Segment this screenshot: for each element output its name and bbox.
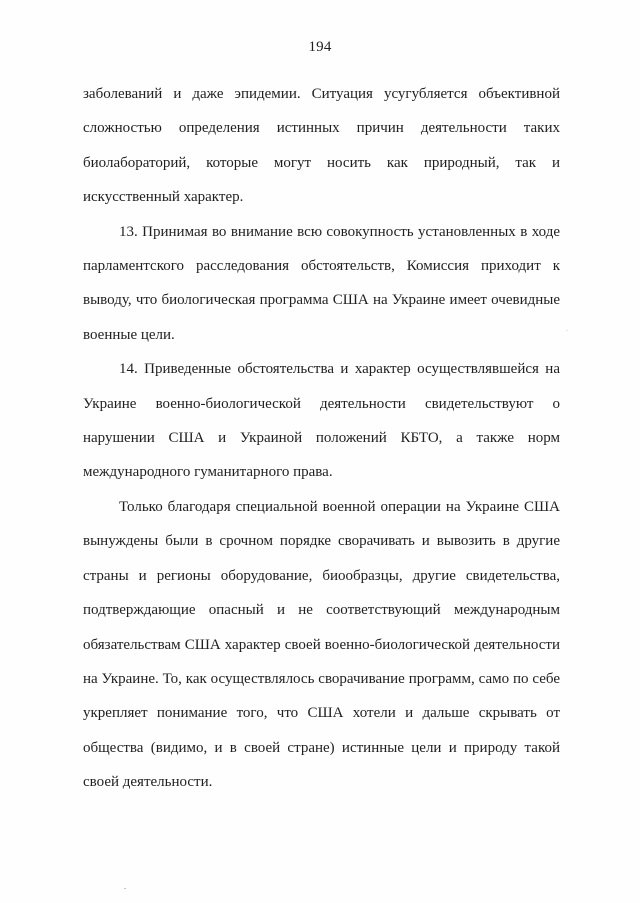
paragraph-continuation: заболеваний и даже эпидемии. Ситуация усугубляется объективной сложностью определения истинных причин деятельности таких биолабораторий, которые могут носить как природный, так и искусственный характер. — [83, 86, 560, 206]
paragraph-special-operation: Только благодаря специальной военной операции на Украине США вынуждены были в срочном порядке сворачивать и вывозить в другие страны и регионы оборудование, биообразцы, другие свидетельства, подтверждающие опасный и не соответствующий международным обязательствам США характер своей военно-биологической деятельности на Украине. То, как осуществлялось сворачивание программ, само по себе укрепляет понимание того, что США хотели и дальше скрывать от общества (видимо, и в своей стране) истинные цели и природу такой своей деятельности. — [83, 498, 560, 791]
paragraph-item-13: 13. Принимая во внимание всю совокупность установленных в ходе парламентского расследования обстоятельств, Комиссия приходит к выводу, что биологическая программа США на Украине имеет очевидные военные цели. — [83, 223, 560, 343]
page-body — [83, 77, 560, 800]
scan-speck — [566, 330, 568, 331]
scan-speck — [124, 888, 126, 889]
paragraph-item-14: 14. Приведенные обстоятельства и характер осуществлявшейся на Украине военно-биологической деятельности свидетельствуют о нарушении США и Украиной положений КБТО, а также норм международного гуманитарного права. — [83, 361, 560, 481]
page-number: 194 — [308, 39, 332, 55]
